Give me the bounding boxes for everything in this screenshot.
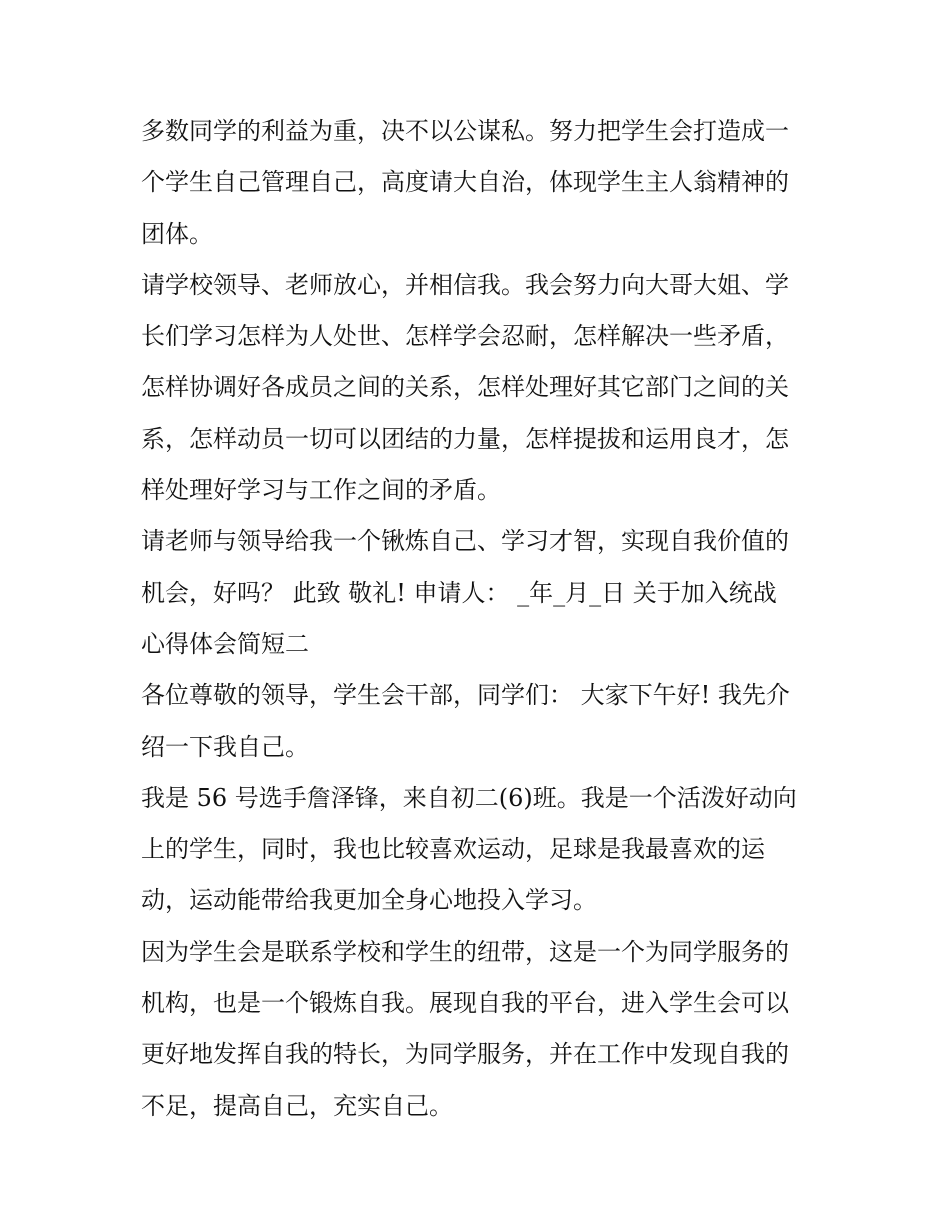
text-line: 动，运动能带给我更加全身心地投入学习。 — [141, 886, 597, 915]
text-line: 个学生自己管理自己，高度请大自治，体现学生主人翁精神的 — [141, 168, 789, 197]
text-line: 绍一下我自己。 — [141, 732, 309, 761]
text-line: 样处理好学习与工作之间的矛盾。 — [141, 476, 501, 505]
text-line: 各位尊敬的领导，学生会干部，同学们： 大家下午好! 我先介 — [141, 681, 790, 710]
text-line: 团体。 — [141, 219, 213, 248]
text-line: 因为学生会是联系学校和学生的纽带，这是一个为同学服务的 — [141, 937, 789, 966]
text-line: 多数同学的利益为重，决不以公谋私。努力把学生会打造成一 — [141, 117, 789, 145]
text-line: 请学校领导、老师放心，并相信我。我会努力向大哥大姐、学 — [141, 270, 789, 299]
text-line: 上的学生，同时，我也比较喜欢运动，足球是我最喜欢的运 — [141, 835, 765, 864]
text-line: 请老师与领导给我一个锹炼自己、学习才智，实现自我价值的 — [141, 527, 789, 556]
text-line: 机构，也是一个锻炼自我。展现自我的平台，进入学生会可以 — [141, 989, 789, 1018]
text-line: 不足，提高自己，充实自己。 — [141, 1091, 453, 1120]
section-heading-line: 心得体会简短二 — [141, 629, 309, 658]
text-line: 更好地发挥自我的特长，为同学服务，并在工作中发现自我的 — [141, 1040, 789, 1069]
document-body — [141, 106, 813, 1132]
text-line: 长们学习怎样为人处世、怎样学会忍耐，怎样解决一些矛盾， — [141, 322, 789, 351]
text-line: 怎样协调好各成员之间的关系，怎样处理好其它部门之间的关 — [141, 373, 789, 402]
text-line: 系，怎样动员一切可以团结的力量，怎样提拔和运用良才，怎 — [141, 424, 789, 453]
text-line: 我是 56 号选手詹泽锋，来自初二(6)班。我是一个活泼好动向 — [141, 783, 797, 812]
text-line: 机会，好吗？ 此致 敬礼! 申请人： _年_月_日 关于加入统战 — [141, 578, 777, 607]
